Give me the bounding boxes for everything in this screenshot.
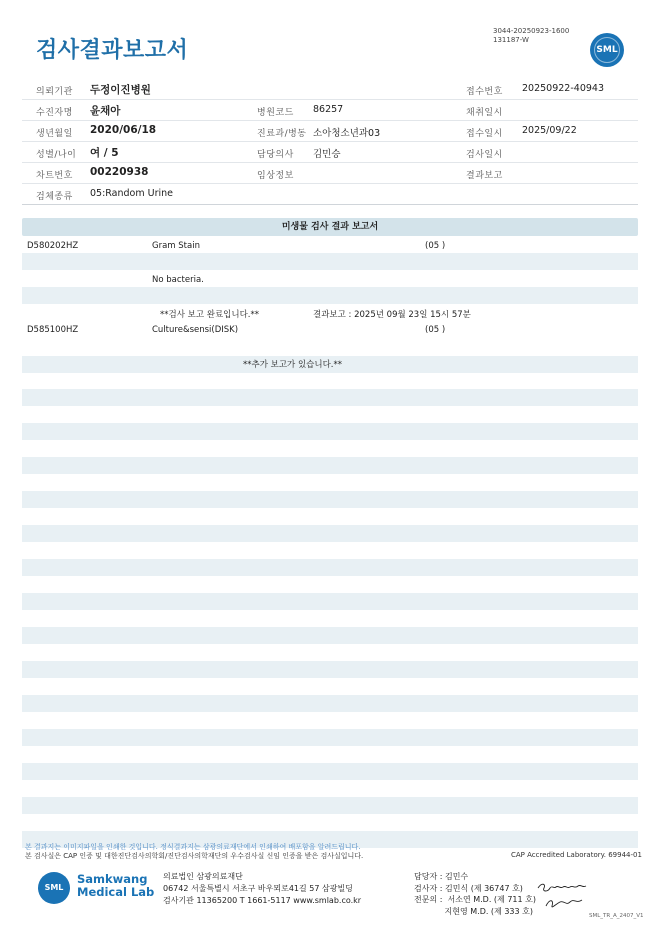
report-complete-text: **검사 보고 완료입니다.** — [160, 310, 260, 320]
report-time: 결과보고 : 2025년 09월 23일 15시 57분 — [313, 310, 471, 320]
stripe — [22, 559, 638, 576]
stripe — [22, 457, 638, 474]
test-count: (05 ) — [425, 241, 446, 251]
value-department: 소아청소년과03 — [313, 128, 381, 139]
info-row — [22, 142, 638, 163]
stripe — [22, 287, 638, 304]
document-id — [493, 27, 569, 45]
stripe — [22, 695, 638, 712]
label-physician: 담당의사 — [257, 150, 294, 160]
form-number: SML_TR_A_2407_V1 — [589, 913, 644, 919]
test-code: D580202HZ — [27, 241, 79, 251]
page-title: 검사결과보고서 — [36, 38, 189, 63]
label-receipt-date: 접수일시 — [466, 129, 503, 139]
test-name: Culture&sensi(DISK) — [152, 325, 239, 335]
value-specimen-type: 05:Random Urine — [90, 188, 174, 199]
address-line: 06742 서울특별시 서초구 바우뫼로41길 57 삼광빌딩 — [163, 884, 353, 893]
label-clinical-info: 임상정보 — [257, 171, 294, 181]
label-specimen-type: 검체종류 — [36, 192, 73, 202]
signer-line: 검사자 : 김민식 (제 36747 호) — [414, 883, 523, 893]
report-heading: 미생물 검사 결과 보고서 — [22, 218, 638, 236]
brand-line-2: Medical Lab — [77, 885, 155, 899]
cap-accreditation: CAP Accredited Laboratory. 69944-01 — [511, 851, 642, 859]
label-sex-age: 성별/나이 — [36, 150, 77, 160]
signer-line: 전문의 : 서소연 M.D. (제 711 호) — [414, 895, 536, 904]
document-id-line-1: 3044-20250923-1600 — [493, 27, 570, 35]
label-requesting-institution: 의뢰기관 — [36, 87, 73, 97]
stripe — [22, 661, 638, 678]
stripe — [22, 729, 638, 746]
signer-line: 담당자 : 김민수 — [414, 872, 469, 881]
additional-report-text: **추가 보고가 있습니다.** — [243, 360, 343, 370]
label-result-report: 결과보고 — [466, 171, 503, 181]
stripe — [22, 627, 638, 644]
address-line: 의료법인 삼광의료재단 — [163, 872, 243, 881]
value-patient-name: 윤채아 — [90, 105, 121, 117]
test-count: (05 ) — [425, 325, 446, 335]
info-row — [22, 121, 638, 142]
address-line: 검사기관 11365200 T 1661-5117 www.smlab.co.kr — [163, 896, 362, 905]
value-sex-age: 여 / 5 — [90, 147, 119, 159]
stripe — [22, 797, 638, 814]
stripe — [22, 253, 638, 270]
stripe — [22, 593, 638, 610]
label-chart-number: 차트번호 — [36, 171, 73, 181]
sml-logo-icon: SML — [38, 872, 70, 904]
sml-logo-icon: SML — [590, 33, 624, 67]
image-notice: 본 결과지는 이미지파일을 인쇄한 것입니다. 정식결과지는 삼광의료재단에서 인쇄하여 배포함을 알려드립니다. — [25, 843, 361, 851]
institution-address — [163, 871, 361, 907]
brand-line-1: Samkwang — [77, 872, 148, 886]
value-receipt-date: 2025/09/22 — [522, 125, 577, 136]
label-accession-number: 접수번호 — [466, 87, 503, 97]
value-birth-date: 2020/06/18 — [90, 124, 157, 136]
value-accession-number: 20250922-40943 — [522, 83, 605, 94]
label-collection-date: 채취일시 — [466, 108, 503, 118]
value-requesting-institution: 두정이진병원 — [90, 84, 151, 96]
info-row — [22, 79, 638, 100]
stripe — [22, 389, 638, 406]
value-hospital-code: 86257 — [313, 104, 344, 115]
stripe — [22, 525, 638, 542]
patient-info-table — [22, 79, 638, 205]
brand-name — [77, 873, 154, 899]
test-code: D585100HZ — [27, 325, 79, 335]
stripe — [22, 491, 638, 508]
signers-block — [414, 871, 536, 917]
value-physician: 김민승 — [313, 149, 341, 160]
result-text: No bacteria. — [152, 275, 204, 285]
value-chart-number: 00220938 — [90, 166, 149, 178]
label-patient-name: 수진자명 — [36, 108, 73, 118]
signer-line: 지현영 M.D. (제 333 호) — [414, 906, 533, 916]
info-row — [22, 163, 638, 184]
info-row — [22, 100, 638, 121]
label-birth-date: 생년월일 — [36, 129, 73, 139]
info-row — [22, 184, 638, 205]
label-test-date: 검사일시 — [466, 150, 503, 160]
handwritten-signature-icon — [536, 880, 596, 912]
label-department: 진료과/병동 — [257, 129, 307, 139]
stripe — [22, 763, 638, 780]
label-hospital-code: 병원코드 — [257, 108, 294, 118]
certification-text: 본 검사실은 CAP 인증 및 대한진단검사의학회/진단검사의학재단의 우수검사실 신임 인증을 받은 검사실입니다. — [25, 852, 364, 860]
stripe — [22, 423, 638, 440]
document-id-line-2: 131187-W — [493, 36, 529, 44]
test-name: Gram Stain — [152, 241, 200, 251]
